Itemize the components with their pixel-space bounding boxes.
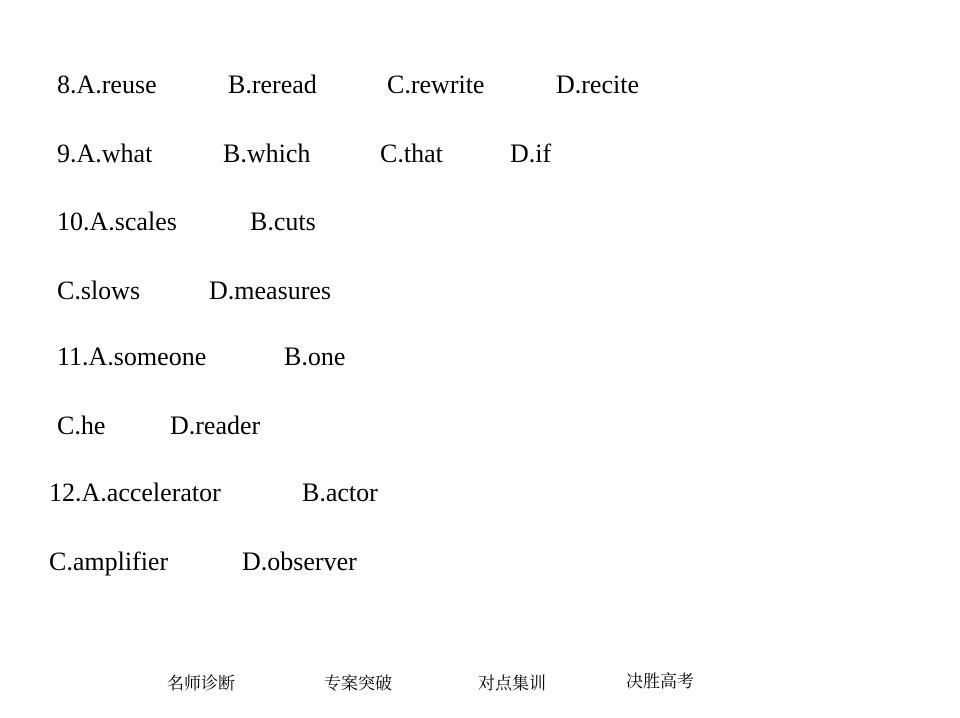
option-12c: C.amplifier: [49, 547, 169, 576]
option-8c: C.rewrite: [387, 70, 485, 99]
option-12b: B.actor: [302, 478, 378, 507]
option-10c: C.slows: [57, 276, 141, 305]
option-8b: B.reread: [228, 70, 317, 99]
nav-link-breakthrough[interactable]: 专案突破: [324, 674, 392, 694]
option-11b: B.one: [284, 342, 346, 371]
option-8d: D.recite: [556, 70, 640, 99]
option-11a: 11.A.someone: [57, 342, 207, 371]
nav-link-exam[interactable]: 决胜高考: [626, 672, 694, 692]
option-12a: 12.A.accelerator: [49, 478, 221, 507]
bottom-navigation: [0, 670, 960, 700]
option-9d: D.if: [510, 139, 552, 168]
option-10d: D.measures: [209, 276, 332, 305]
option-11c: C.he: [57, 411, 106, 440]
option-11d: D.reader: [170, 411, 261, 440]
option-12d: D.observer: [242, 547, 357, 576]
option-10a: 10.A.scales: [57, 207, 177, 236]
option-9b: B.which: [223, 139, 311, 168]
option-8a: 8.A.reuse: [57, 70, 157, 99]
nav-link-training[interactable]: 对点集训: [478, 674, 546, 694]
nav-link-diagnosis[interactable]: 名师诊断: [167, 674, 235, 694]
option-9a: 9.A.what: [57, 139, 153, 168]
option-10b: B.cuts: [250, 207, 316, 236]
option-9c: C.that: [380, 139, 443, 168]
